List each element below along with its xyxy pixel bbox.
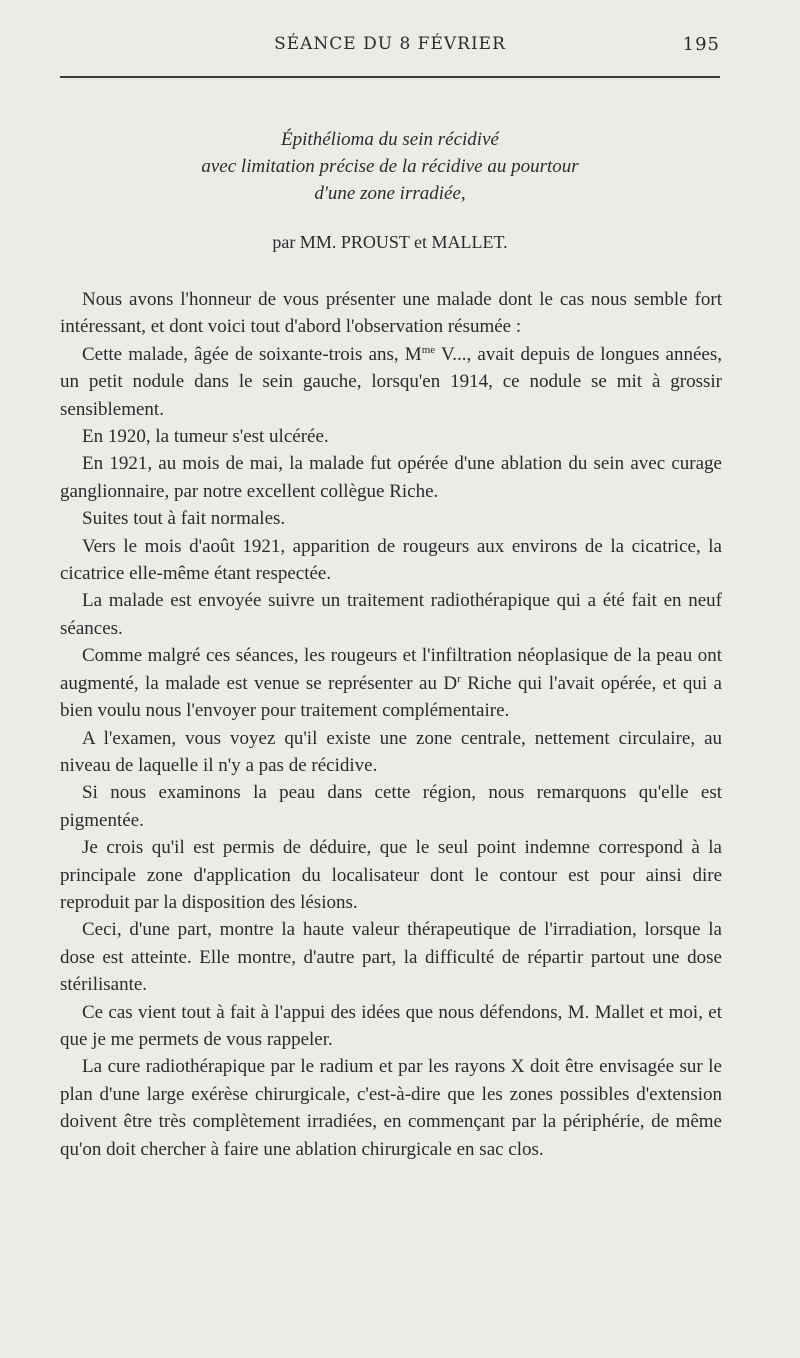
paragraph: En 1921, au mois de mai, la malade fut opérée d'une ablation du sein avec curage ganglionnaire, par notre excellent collègue Riche. — [60, 453, 722, 502]
article-title-line: avec limitation précise de la récidive au pourtour — [201, 156, 579, 177]
abbreviation-superscript: me — [421, 343, 436, 356]
article-title — [60, 126, 720, 207]
article-authors: par MM. PROUST et MALLET. — [272, 232, 508, 252]
abbreviation-superscript: r — [457, 672, 461, 685]
paragraph: En 1920, la tumeur s'est ulcérée. — [82, 426, 329, 448]
paragraph — [60, 642, 722, 724]
running-title: SÉANCE DU 8 FÉVRIER — [274, 34, 506, 54]
paragraph: La cure radiothérapique par le radium et par les rayons X doit être envisagée sur le plan d'une large exérèse chirurgicale, c'est-à-dire que les zones possibles d'extension doivent être très complètement irradiées, en commençant par la périphérie, de même qu'on doit chercher à faire une ablation chirurgicale en sac clos. — [60, 1056, 722, 1160]
paragraph: Nous avons l'honneur de vous présenter une malade dont le cas nous semble fort intéressant, et dont voici tout d'abord l'observation résumée : — [60, 289, 722, 338]
paragraph-text: Comme malgré ces séances, les rougeurs et l'infiltration néoplasique de la peau ont augmenté, la malade est venue se représenter au D — [60, 645, 722, 694]
paragraph — [60, 341, 722, 423]
article-body — [60, 286, 722, 1163]
paragraph: Ceci, d'une part, montre la haute valeur thérapeutique de l'irradiation, lorsque la dose est atteinte. Elle montre, d'autre part, la difficulté de répartir partout une dose stérilisante. — [60, 919, 722, 996]
header-rule — [60, 76, 720, 78]
paragraph: A l'examen, vous voyez qu'il existe une zone centrale, nettement circulaire, au niveau de laquelle il n'y a pas de récidive. — [60, 727, 722, 776]
paragraph: La malade est envoyée suivre un traitement radiothérapique qui a été fait en neuf séances. — [60, 590, 722, 639]
page-number: 195 — [682, 34, 720, 55]
paragraph: Vers le mois d'août 1921, apparition de rougeurs aux environs de la cicatrice, la cicatrice elle-même étant respectée. — [60, 535, 722, 585]
article-title-line: d'une zone irradiée, — [314, 183, 466, 204]
paragraph: Suites tout à fait normales. — [82, 508, 286, 530]
paragraph-text: Riche qui l'avait opérée, et qui a bien voulu nous l'envoyer pour traitement complémentaire. — [60, 672, 722, 722]
paragraph: Si nous examinons la peau dans cette région, nous remarquons qu'elle est pigmentée. — [60, 782, 722, 831]
article-title-line: Épithélioma du sein récidivé — [281, 129, 499, 150]
running-head — [60, 34, 720, 60]
paragraph: Je crois qu'il est permis de déduire, que le seul point indemne correspond à la principale zone d'application du localisateur dont le contour est pour ainsi dire reproduit par la disposition des lésions. — [60, 837, 722, 913]
paragraph-text: V..., avait depuis de longues années, un petit nodule dans le sein gauche, lorsqu'en 1914, ce nodule se mit à grossir sensiblement. — [60, 343, 722, 420]
paragraph-text: Cette malade, âgée de soixante-trois ans, M — [82, 343, 422, 365]
paragraph: Ce cas vient tout à fait à l'appui des idées que nous défendons, M. Mallet et moi, et que je me permets de vous rappeler. — [60, 1001, 722, 1050]
